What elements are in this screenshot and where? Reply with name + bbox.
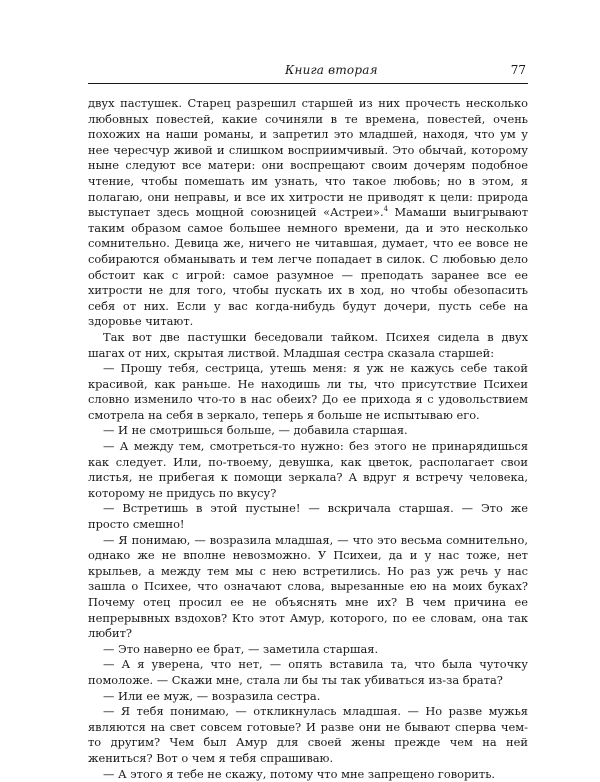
paragraph-3: — Прошу тебя, сестрица, утешь меня: я уж не кажусь себе такой красивой, как раньше. Не находишь ли ты, что присутствие Психеи словно изменило что-то в нас обеих? До ее прихода я с удовольствием смотрела на себя в зеркало, теперь я больше не испытываю его. xyxy=(88,361,528,422)
page-number: 77 xyxy=(510,63,526,77)
paragraph-5: — А между тем, смотреться-то нужно: без этого не принарядишься как следует. Или, по-твоему, девушка, как цветок, располагает свои листья, не прибегая к помощи зеркала? А вдруг я встречу человека, которому не придусь по вкусу? xyxy=(88,439,528,500)
footnote-marker[interactable]: 4 xyxy=(383,205,389,214)
paragraph-1-text-continued: Мамаши выигрывают таким образом самое большее немного времени, да и это несколько сомнительно. Девица же, ничего не читавшая, думает, что ее вовсе не собираются обманывать и тем легче попадает в силок. С любовью дело обстоит как с игрой: самое разумное — преподать заранее все ее хитрости не для того, чтобы пускать их в ход, но чтобы обезопасить себя от них. Если у вас когда-нибудь будут дочери, пусть себе на здоровье читают. xyxy=(88,205,528,329)
paragraph-9: — А я уверена, что нет, — опять вставила та, что была чуточку помоложе. — Скажи мне, стала ли бы ты так убиваться из-за брата? xyxy=(88,657,528,687)
running-title: Книга вторая xyxy=(285,63,378,77)
book-page xyxy=(88,0,528,781)
paragraph-11: — Я тебя понимаю, — откликнулась младшая. — Но разве мужья являются на свет совсем готовые? И разве они не бывают сперва чем-то другим? Чем был Амур для своей жены прежде чем на ней жениться? Вот о чем я тебя спрашиваю. xyxy=(88,704,528,765)
page-header xyxy=(88,63,528,81)
paragraph-7: — Я понимаю, — возразила младшая, — что это весьма сомнительно, однако же не вполне невозможно. У Психеи, да и у нас тоже, нет крыльев, а между тем мы с нею встретились. Но раз уж речь у нас зашла о Психее, что означают слова, вырезанные ею на моих буках? Почему отец просил ее не объяснять мне их? В чем причина ее непрерывных вздохов? Кто этот Амур, которого, по ее словам, она так любит? xyxy=(88,532,528,641)
paragraph-12: — А этого я тебе не скажу, потому что мне запрещено говорить. xyxy=(103,766,496,781)
header-rule xyxy=(88,83,528,84)
paragraph-8: — Это наверно ее брат, — заметила старшая. xyxy=(103,641,379,656)
paragraph-2: Так вот две пастушки беседовали тайком. Психея сидела в двух шагах от них, скрытая листвой. Младшая сестра сказала старшей: xyxy=(88,329,528,360)
paragraph-4: — И не смотришься больше, — добавила старшая. xyxy=(103,423,408,438)
paragraph-10: — Или ее муж, — возразила сестра. xyxy=(103,688,321,703)
paragraph-6: — Встретишь в этой пустыне! — вскричала старшая. — Это же просто смешно! xyxy=(88,501,528,532)
paragraph-1 xyxy=(88,96,528,330)
body-text xyxy=(88,96,528,782)
paragraph-1-text: двух пастушек. Старец разрешил старшей из них прочесть несколько любовных повестей, какие сочиняли в те времена, повестей, очень похожих на наши романы, и запретил это младшей, находя, что ум у нее чересчур живой и слишком восприимчивый. Это обычай, которому ныне следуют все матери: они воспрещают своим дочерям подобное чтение, чтобы помешать им узнать, что такое любовь; но в этом, я полагаю, они неправы, и все их хитрости не приводят к цели: природа выступает здесь мощной союзницей «Астреи». xyxy=(88,96,528,220)
